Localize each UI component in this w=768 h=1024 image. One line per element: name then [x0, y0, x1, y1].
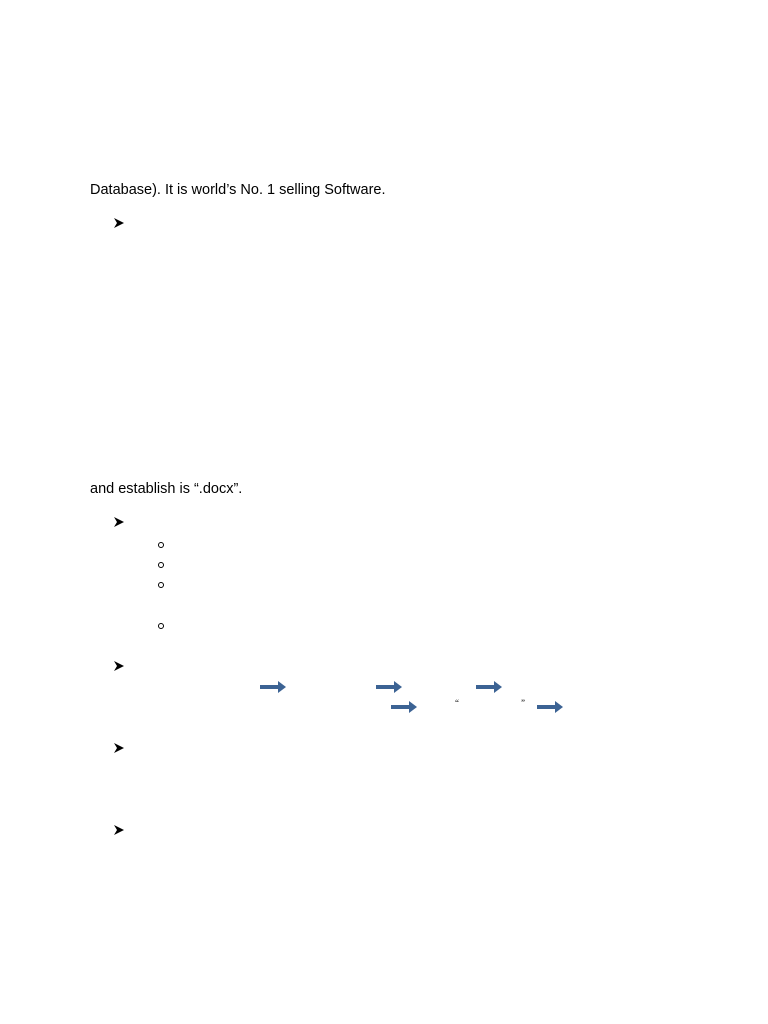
arrow-bullet-icon: [113, 217, 125, 229]
right-arrow-icon: [376, 681, 402, 693]
right-arrow-icon: [476, 681, 502, 693]
paragraph-line-docx: and establish is “.docx”.: [90, 481, 243, 497]
paragraph-line-database: Database). It is world’s No. 1 selling Software.: [90, 182, 386, 198]
opening-quote-mark: “: [455, 698, 459, 708]
closing-quote-mark: ”: [521, 698, 525, 708]
right-arrow-icon: [391, 701, 417, 713]
circle-bullet-icon: [158, 542, 164, 548]
circle-bullet-icon: [158, 562, 164, 568]
arrow-bullet-icon: [113, 824, 125, 836]
right-arrow-icon: [537, 701, 563, 713]
arrow-bullet-icon: [113, 516, 125, 528]
circle-bullet-icon: [158, 623, 164, 629]
arrow-bullet-icon: [113, 660, 125, 672]
arrow-bullet-icon: [113, 742, 125, 754]
right-arrow-icon: [260, 681, 286, 693]
circle-bullet-icon: [158, 582, 164, 588]
